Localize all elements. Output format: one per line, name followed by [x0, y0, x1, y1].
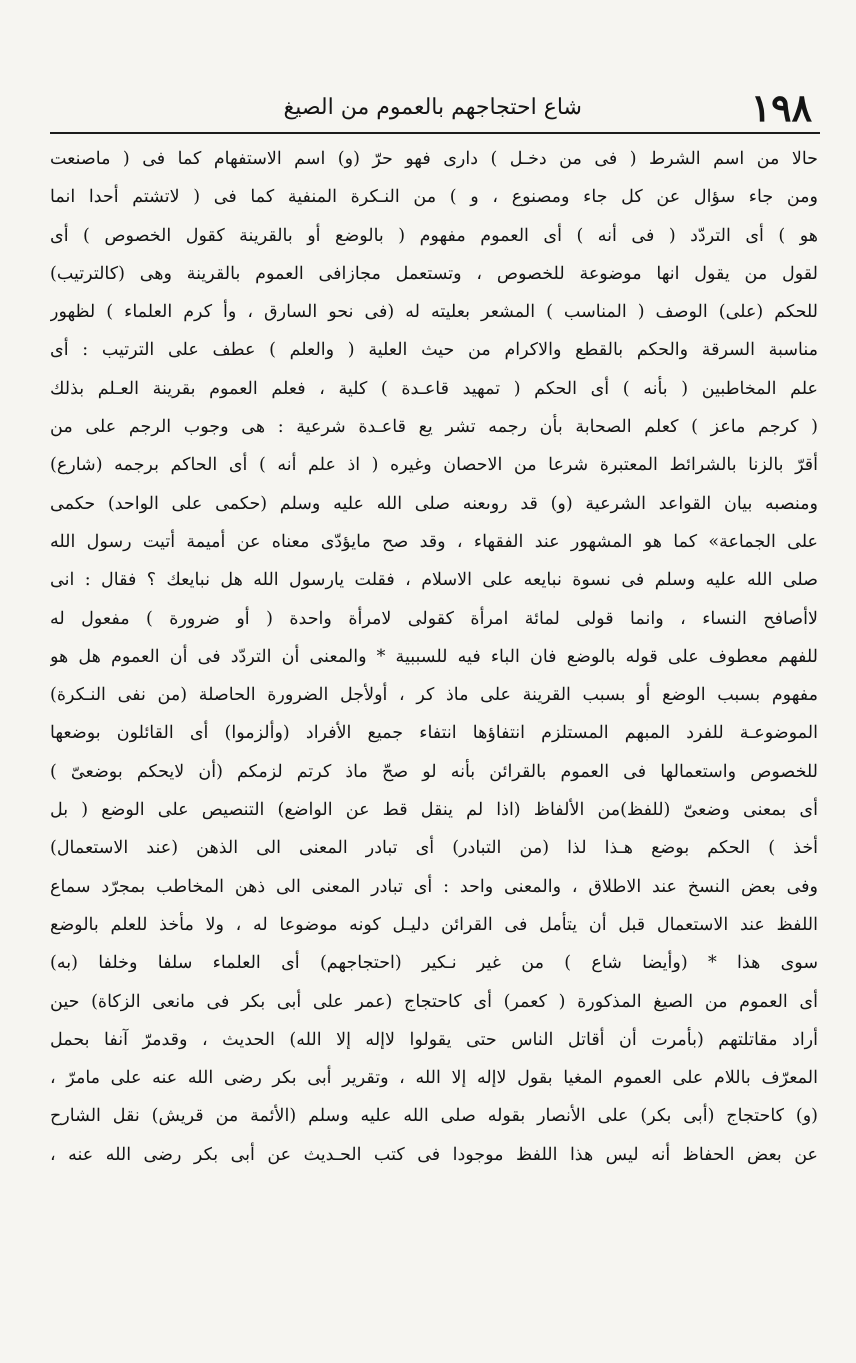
text-line: أقرّ بالزنا بالشرائط المعتبرة شرعا من الاحصان وغيره ( اذ علم أنه ) أى الحاكم برجمه (شارع) [50, 455, 818, 476]
text-line: ومنصبه بيان القواعد الشرعية (و) قد روىعنه صلى الله عليه وسلم (حكمى على الواحد) حكمى [50, 493, 818, 514]
text-line: سوى هذا * (وأيضا شاع ) من غير نـكير (احتجاجهم) أى العلماء سلفا وخلفا (به) [50, 953, 818, 974]
running-title: شاع احتجاجهم بالعموم من الصيغ [283, 95, 582, 120]
text-line: لقول من يقول انها موضوعة للخصوص ، وتستعمل مجازافى العموم بالقرينة وهى (كالترتيب) [50, 263, 818, 284]
text-line: لاأصافح النساء ، وانما قولى لمائة امرأة كقولى لامرأة واحدة ( أو ضرورة ) مفعول له [50, 608, 818, 629]
text-line: للفهم معطوف على قوله بالوضع فان الباء فيه للسببية * والمعنى أن التردّد فى أن العموم هل هو [50, 646, 818, 667]
text-line: أخذ ) الحكم بوضع هـذا لذا (من التبادر) أى تبادر المعنى الى الذهن (عند الاستعمال) [50, 838, 818, 859]
text-line: عن بعض الحفاظ أنه ليس هذا اللفظ موجودا فى كتب الحـديث عن أبى بكر رضى الله عنه ، [50, 1144, 818, 1165]
text-line: حالا من اسم الشرط ( فى من دخـل ) دارى فهو حرّ (و) اسم الاستفهام كما فى ( ماصنعت [50, 149, 818, 169]
text-line: صلى الله عليه وسلم فى نسوة نبايعه على الاسلام ، فقلت يارسول الله هل نبايعك ؟ فقال : انى [50, 570, 818, 591]
text-line: أى بمعنى وضعىّ (للفظ)من الألفاظ (اذا لم ينقل قط عن الواضع) التنصيص على الوضع ( بل [50, 800, 818, 821]
text-line: على الجماعة» كما هو المشهور عند الفقهاء ، وقد صح مايؤدّى معناه عن أميمة أتيت رسول الله [50, 531, 818, 552]
page-number: ١٩٨ [750, 85, 812, 130]
text-line: علم المخاطبين ( بأنه ) أى الحكم ( تمهيد قاعـدة ) كلية ، فعلم العموم بقرينة العـلم بذلك [50, 378, 818, 399]
text-line: مفهوم بسبب الوضع أو بسبب القرينة على ماذ كر ، أولأجل الضرورة الحاصلة (من نفى النـكرة) [50, 685, 818, 706]
text-line: اللفظ عند الاستعمال قبل أن يتأمل فى القرائن دليـل كونه موضوعا له ، ولا مأخذ للعلم بالوضع [50, 914, 818, 935]
text-line: للخصوص واستعمالها فى العموم بالقرائن بأنه لو صحّ ماذ كرتم لزمكم (أن لايحكم بوضعىّ ) [50, 761, 818, 782]
header-rule [50, 132, 820, 134]
page-header [50, 84, 818, 132]
body-text [50, 140, 818, 1174]
text-line: أراد مقاتلتهم (بأمرت أن أقاتل الناس حتى يقولوا لاإله إلا الله) الحديث ، وقدمرّ آنفا بحمل [50, 1029, 818, 1050]
text-line: الموضوعـة للفرد المبهم المستلزم انتفاؤها انتفاء جميع الأفراد (وألزموا) أى القائلون بوضعها [50, 723, 818, 744]
text-line: (و) كاحتجاج (أبى بكر) على الأنصار بقوله صلى الله عليه وسلم (الأئمة من قريش) نقل الشارح [50, 1106, 818, 1127]
text-line: ( كرجم ماعز ) كعلم الصحابة بأن رجمه تشر يع قاعـدة شرعية : هى وجوب الرجم على من [50, 417, 818, 438]
text-line: ومن جاء سؤال عن كل جاء ومصنوع ، و ) من النـكرة المنفية كما فى ( لاتشتم أحدا انما [50, 187, 818, 208]
text-line: أى العموم من الصيغ المذكورة ( كعمر) أى كاحتجاج (عمر على أبى بكر فى مانعى الزكاة) حين [50, 991, 818, 1012]
text-line: هو ) أى التردّد ( فى أنه ) أى العموم مفهوم ( بالوضع أو بالقرينة كقول الخصوص ) أى [50, 225, 818, 246]
text-line: وفى بعض النسخ عند الاطلاق ، والمعنى واحد : أى تبادر المعنى الى ذهن المخاطب بمجرّد سماع [50, 876, 818, 897]
text-line: للحكم (على) الوصف ( المناسب ) المشعر بعليته له (فى نحو السارق ، وأ كرم العلماء ) لظهور [50, 302, 818, 323]
text-line: مناسبة السرقة والحكم بالقطع والاكرام من حيث العلية ( والعلم ) عطف على الترتيب : أى [50, 340, 818, 361]
text-line: المعرّف باللام على العموم المغيا بقول لاإله إلا الله ، وتقرير أبى بكر رضى الله عنه على مامرّ ، [50, 1068, 818, 1089]
